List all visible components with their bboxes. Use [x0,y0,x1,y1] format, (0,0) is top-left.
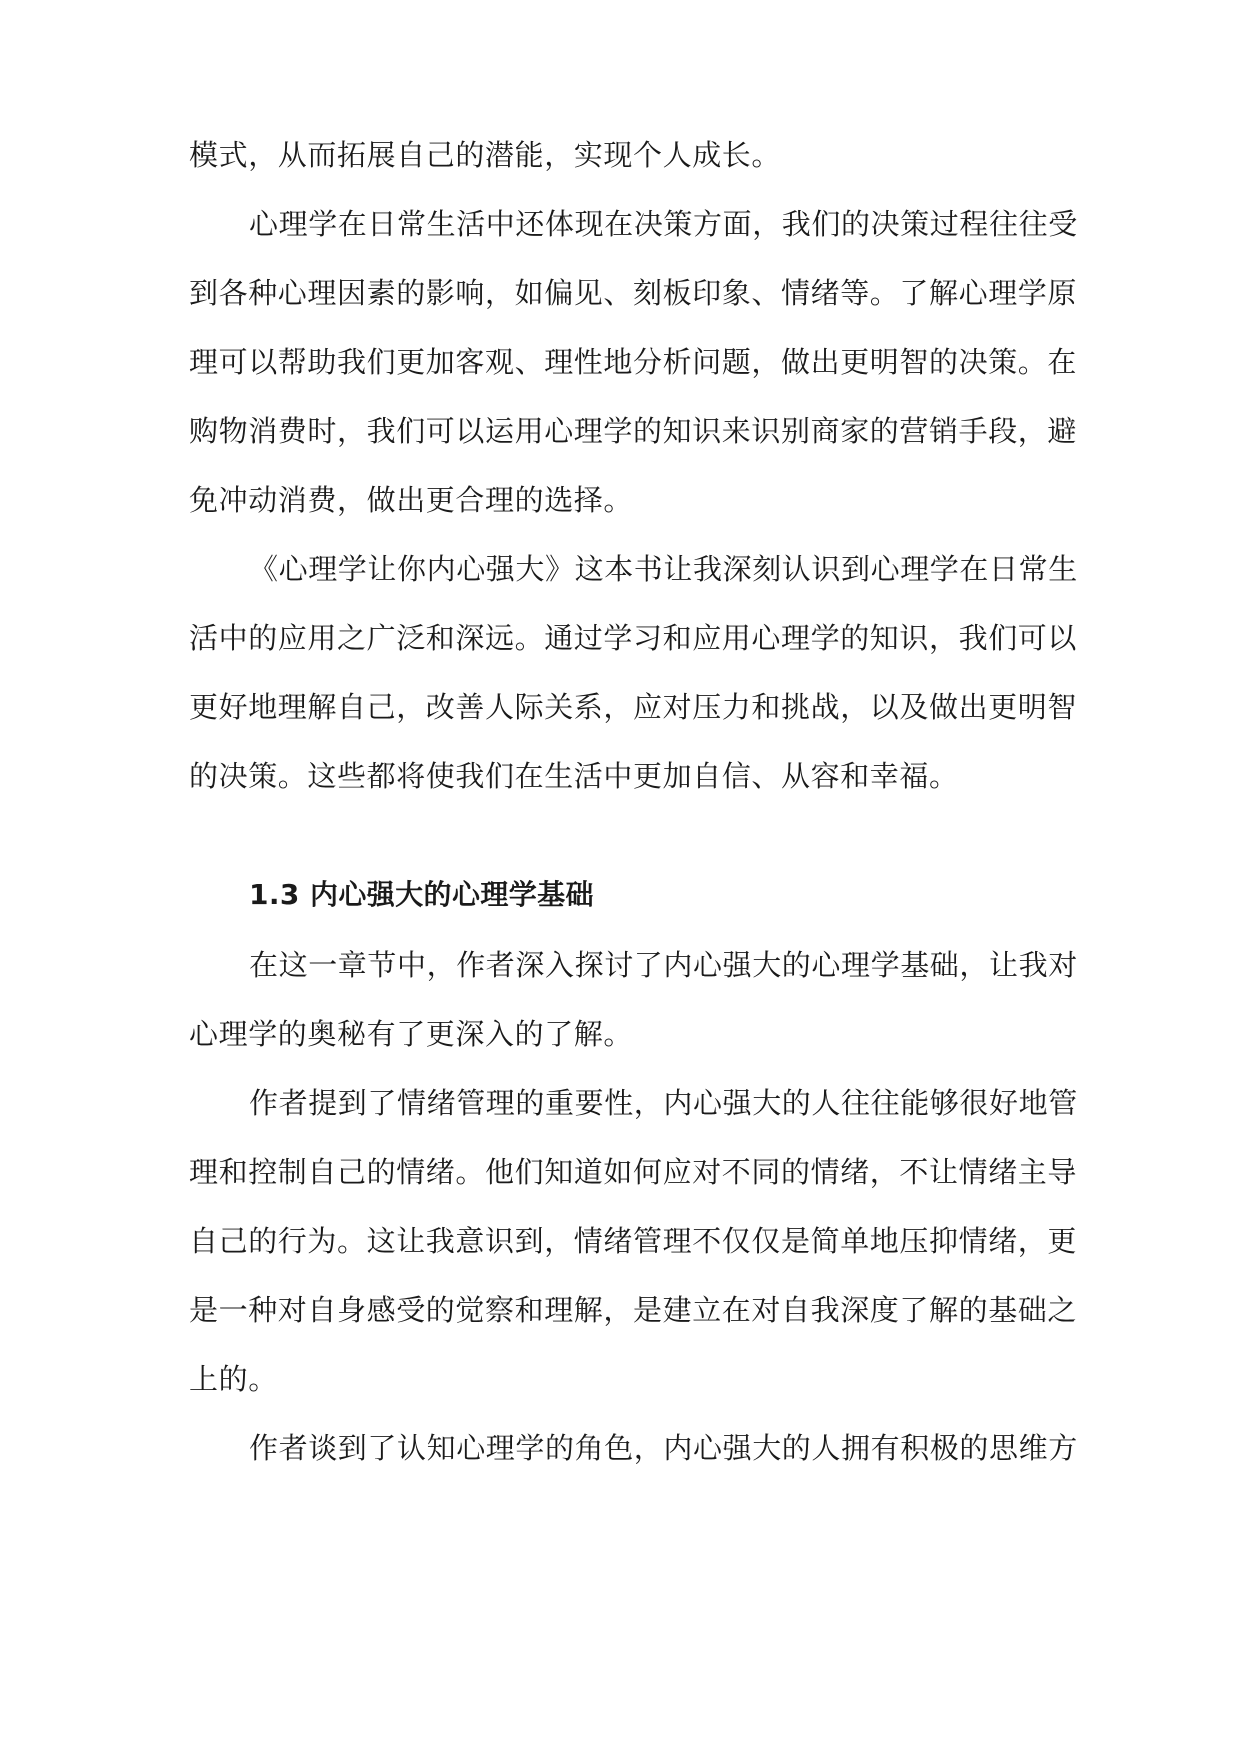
section-heading: 1.3 内心强大的心理学基础 [249,878,594,911]
paragraph-line: 《心理学让你内心强大》这本书让我深刻认识到心理学在日常生 [249,552,1078,586]
paragraph-line: 更好地理解自己，改善人际关系，应对压力和挑战，以及做出更明智 [189,690,1078,724]
paragraph-line: 模式，从而拓展自己的潜能，实现个人成长。 [189,138,782,172]
paragraph-line: 自己的行为。这让我意识到，情绪管理不仅仅是简单地压抑情绪，更 [189,1224,1078,1258]
paragraph-line: 的决策。这些都将使我们在生活中更加自信、从容和幸福。 [189,759,959,793]
paragraph-line: 心理学在日常生活中还体现在决策方面，我们的决策过程往往受 [249,207,1078,241]
paragraph-line: 是一种对自身感受的觉察和理解，是建立在对自我深度了解的基础之 [189,1293,1078,1327]
paragraph-line: 作者谈到了认知心理学的角色，内心强大的人拥有积极的思维方 [249,1431,1078,1465]
paragraph-line: 上的。 [189,1362,278,1396]
paragraph-line: 在这一章节中，作者深入探讨了内心强大的心理学基础，让我对 [249,948,1078,982]
paragraph-line: 心理学的奥秘有了更深入的了解。 [189,1017,634,1051]
paragraph-line: 免冲动消费，做出更合理的选择。 [189,483,634,517]
paragraph-line: 购物消费时，我们可以运用心理学的知识来识别商家的营销手段，避 [189,414,1078,448]
paragraph-line: 理和控制自己的情绪。他们知道如何应对不同的情绪，不让情绪主导 [189,1155,1078,1189]
paragraph-line: 理可以帮助我们更加客观、理性地分析问题，做出更明智的决策。在 [189,345,1078,379]
paragraph-line: 活中的应用之广泛和深远。通过学习和应用心理学的知识，我们可以 [189,621,1078,655]
paragraph-line: 到各种心理因素的影响，如偏见、刻板印象、情绪等。了解心理学原 [189,276,1078,310]
paragraph-line: 作者提到了情绪管理的重要性，内心强大的人往往能够很好地管 [249,1086,1078,1120]
